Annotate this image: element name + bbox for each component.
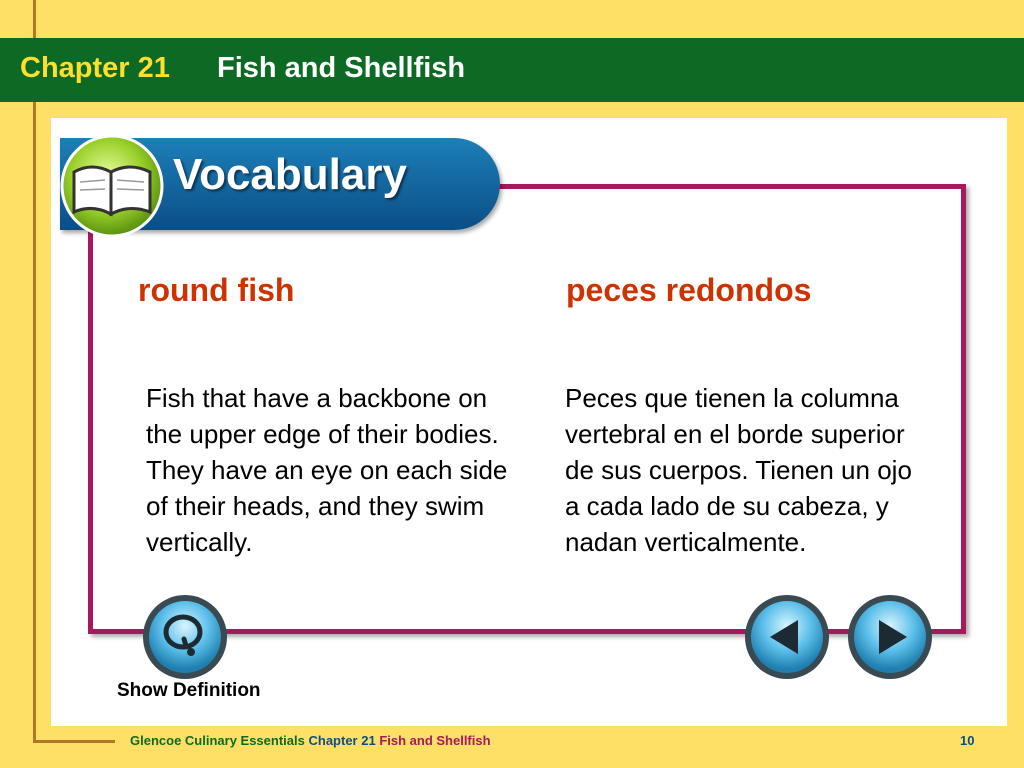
previous-arrow-icon[interactable] xyxy=(742,592,832,682)
page-number: 10 xyxy=(960,733,975,748)
next-arrow-icon[interactable] xyxy=(845,592,935,682)
chapter-label: Chapter 21 xyxy=(20,52,170,84)
definition-spanish: Peces que tienen la columna vertebral en el borde superior de sus cuerpos. Tienen un ojo a cada lado de su cabeza, y nadan verticalmente. xyxy=(565,383,912,557)
footer-subject: Fish and Shellfish xyxy=(379,733,491,748)
show-definition-button[interactable]: Show Definition xyxy=(117,680,261,701)
frame-vertical-line xyxy=(33,0,36,742)
footer-chapter: Chapter 21 xyxy=(308,733,376,748)
footer xyxy=(130,733,491,748)
term-english: round fish xyxy=(138,272,295,308)
term-spanish: peces redondos xyxy=(566,272,812,308)
vocabulary-title: Vocabulary xyxy=(173,150,407,199)
frame-horizontal-line xyxy=(33,740,115,743)
chapter-subject: Fish and Shellfish xyxy=(217,52,466,84)
definition-english: Fish that have a backbone on the upper edge of their bodies. They have an eye on each side of their heads, and they swim vertically. xyxy=(146,383,508,557)
question-mark-icon[interactable] xyxy=(140,592,230,682)
title-bar xyxy=(0,38,1024,102)
open-book-icon xyxy=(58,132,166,240)
footer-book-title: Glencoe Culinary Essentials xyxy=(130,733,305,748)
